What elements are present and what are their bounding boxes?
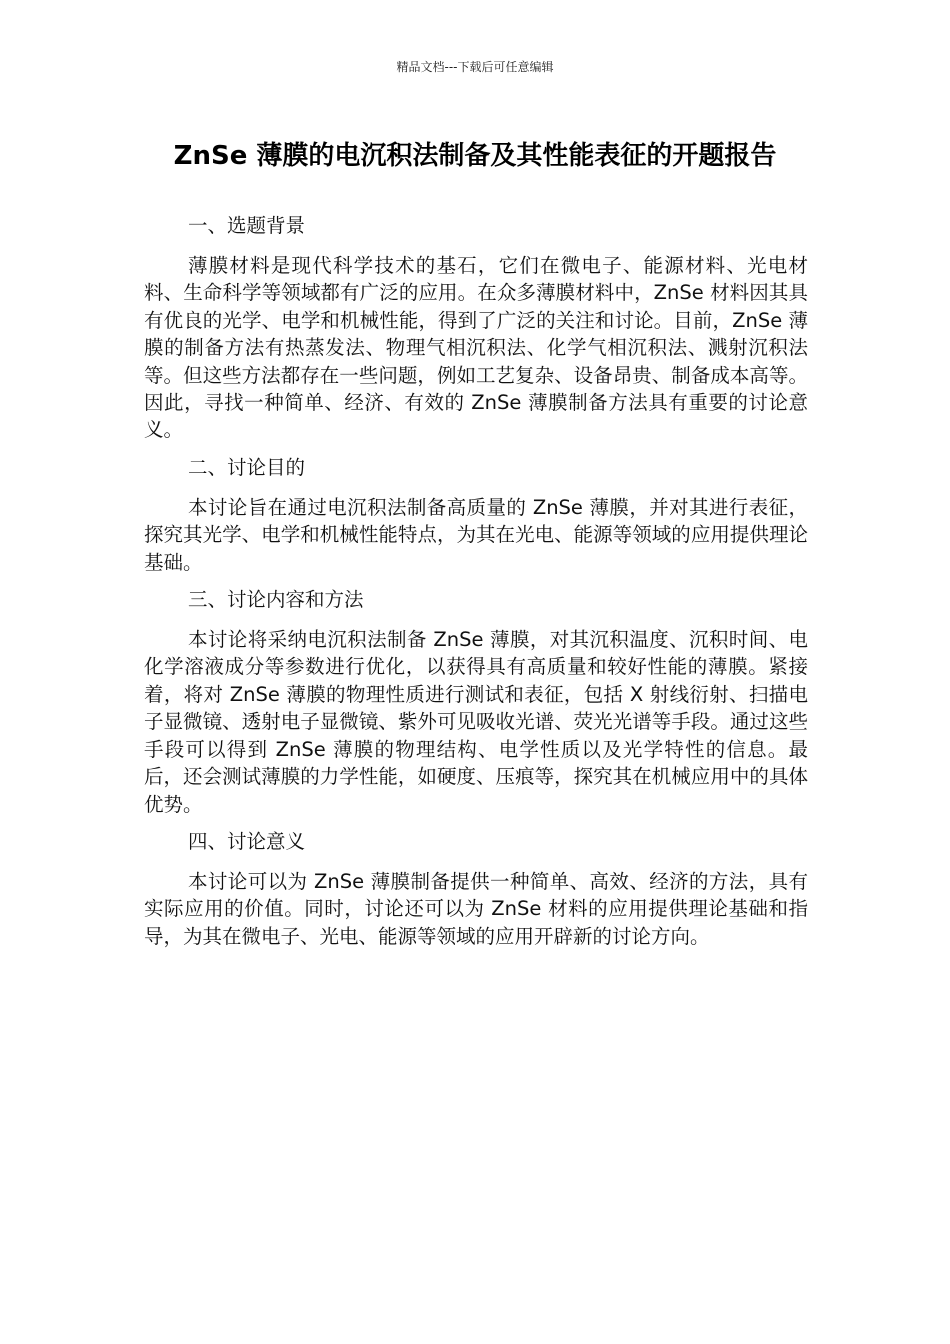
section-heading: 一、选题背景 [188,214,306,237]
document-title: ZnSe 薄膜的电沉积法制备及其性能表征的开题报告 [173,141,777,171]
section-paragraph: 本讨论旨在通过电沉积法制备高质量的 ZnSe 薄膜，并对其进行表征，探究其光学、电学和机械性能特点，为其在光电、能源等领域的应用提供理论基础。 [144,495,808,574]
section-paragraph: 本讨论将采纳电沉积法制备 ZnSe 薄膜，对其沉积温度、沉积时间、电化学溶液成分等参数进行优化，以获得具有高质量和较好性能的薄膜。紧接着，将对 ZnSe 薄膜的物理性质进行测试和表征，包括 X 射线衍射、扫描电子显微镜、透射电子显微镜、紫外可见吸收光谱、荧光光谱等手段。通过这些手段可以得到 ZnSe 薄膜的物理结构、电学性质以及光学特性的信息。最后，还会测试薄膜的力学性能，如硬度、压痕等，探究其在机械应用中的具体优势。 [144,628,808,816]
section-paragraph: 本讨论可以为 ZnSe 薄膜制备提供一种简单、高效、经济的方法，具有实际应用的价值。同时，讨论还可以为 ZnSe 材料的应用提供理论基础和指导，为其在微电子、光电、能源等领域的应用开辟新的讨论方向。 [144,869,808,948]
section-heading: 四、讨论意义 [188,829,306,853]
section-heading: 三、讨论内容和方法 [188,588,364,612]
section-paragraph: 薄膜材料是现代科学技术的基石，它们在微电子、能源材料、光电材料、生命科学等领域都有广泛的应用。在众多薄膜材料中，ZnSe 材料因其具有优良的光学、电学和机械性能，得到了广泛的关注和讨论。目前，ZnSe 薄膜的制备方法有热蒸发法、物理气相沉积法、化学气相沉积法、溅射沉积法等。但这些方法都存在一些问题，例如工艺复杂、设备昂贵、制备成本高等。因此，寻找一种简单、经济、有效的 ZnSe 薄膜制备方法具有重要的讨论意义。 [144,254,808,442]
page-header-note: 精品文档---下载后可任意编辑 [396,60,554,74]
section-significance [144,828,808,950]
document-body [144,212,808,960]
section-content-methods [144,586,808,818]
section-heading: 二、讨论目的 [188,455,306,479]
section-background [144,212,808,444]
section-purpose [144,454,808,576]
